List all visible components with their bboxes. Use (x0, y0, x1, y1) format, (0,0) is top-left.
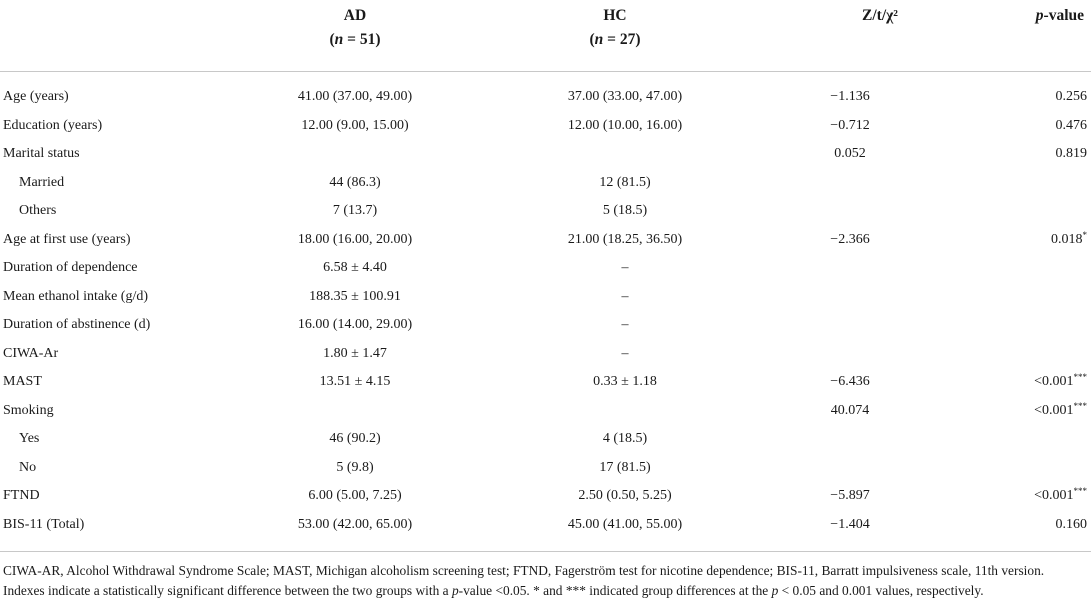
header-hc (555, 4, 675, 52)
row-label: Yes (19, 431, 40, 446)
cell-ad: 12.00 (9.00, 15.00) (301, 117, 409, 133)
header-p-value (990, 4, 1090, 28)
significance-marker: *** (1073, 372, 1087, 382)
cell-ad: 18.00 (16.00, 20.00) (297, 231, 413, 247)
table-row (0, 83, 1091, 112)
table-row (0, 112, 1091, 141)
p-value-text: 0.018 (1051, 231, 1083, 247)
significance-marker: *** (1073, 486, 1087, 496)
row-label: BIS-11 (Total) (3, 516, 85, 532)
p-value-text: <0.001 (1034, 488, 1074, 503)
cell-statistic: −0.712 (830, 117, 870, 133)
significance-marker: *** (1073, 400, 1087, 411)
significance-marker: * (1082, 229, 1087, 240)
footnote-text-2: -value <0.05. * and *** indicated group differences at the (458, 583, 772, 598)
header-ad-label: AD (343, 7, 367, 24)
table-row (0, 454, 1091, 483)
cell-hc: 2.50 (0.50, 5.25) (578, 488, 672, 503)
p-value-text: 0.160 (1055, 516, 1087, 532)
footnote-p-1: p (451, 583, 459, 598)
header-p-suffix: -value (1043, 7, 1084, 24)
cell-ad: 7 (13.7) (332, 203, 378, 218)
cell-statistic: −6.436 (830, 374, 870, 389)
cell-statistic: 40.074 (830, 402, 870, 418)
cell-hc: 37.00 (33.00, 47.00) (567, 89, 683, 104)
table-row (0, 254, 1091, 283)
table-row (0, 511, 1091, 540)
cell-hc: 4 (18.5) (602, 431, 648, 446)
cell-statistic: −5.897 (830, 488, 870, 503)
cell-hc: 0.33 ± 1.18 (593, 374, 657, 389)
table-row (0, 425, 1091, 454)
table-row (0, 226, 1091, 255)
table-row (0, 482, 1091, 511)
cell-statistic: −1.136 (830, 89, 870, 104)
cell-hc: 12.00 (10.00, 16.00) (567, 117, 683, 133)
table-row (0, 197, 1091, 226)
cell-ad: 44 (86.3) (329, 174, 381, 190)
cell-p-value (960, 368, 1087, 397)
header-statistic: Z/t/χ² (862, 7, 898, 24)
footnote-text-1: CIWA-AR, Alcohol Withdrawal Syndrome Scale; MAST, Michigan alcoholism screening test; FTND, Fagerström test for nicotine dependence; BIS-11, Barratt impulsiveness scale, 11th version. Indexes indicate a statistically significant difference between the two groups with a (3, 563, 1045, 598)
row-label: CIWA-Ar (3, 345, 59, 361)
cell-ad: 1.80 ± 1.47 (323, 345, 387, 361)
row-label: Marital status (3, 146, 80, 161)
cell-ad: 41.00 (37.00, 49.00) (297, 89, 413, 104)
row-label: MAST (3, 374, 42, 389)
table-row (0, 340, 1091, 369)
header-ad-n: (n = 51) (329, 31, 381, 48)
cell-hc: – (621, 345, 629, 361)
p-value-text: 0.476 (1055, 117, 1087, 133)
row-label: Mean ethanol intake (g/d) (3, 288, 149, 304)
header-hc-label: HC (603, 7, 627, 24)
cell-p-value (960, 226, 1087, 255)
row-label: Smoking (3, 402, 54, 418)
row-label: Age at first use (years) (3, 231, 131, 247)
header-p-italic: p (1035, 7, 1044, 24)
table-row (0, 283, 1091, 312)
row-label: Age (years) (3, 89, 69, 104)
cell-ad: 188.35 ± 100.91 (309, 288, 401, 304)
row-label: Duration of dependence (3, 260, 138, 275)
cell-ad: 6.58 ± 4.40 (323, 260, 387, 275)
header-divider (0, 71, 1091, 72)
p-value-text: 0.819 (1055, 146, 1087, 161)
cell-hc: – (621, 317, 629, 332)
table-row (0, 140, 1091, 169)
cell-hc: 45.00 (41.00, 55.00) (567, 516, 683, 532)
cell-ad: 46 (90.2) (329, 431, 381, 446)
footer-divider (0, 551, 1091, 552)
table-header (0, 0, 1091, 71)
cell-ad: 53.00 (42.00, 65.00) (297, 516, 413, 532)
cell-ad: 5 (9.8) (336, 459, 374, 475)
footnote-text-3: < 0.05 and 0.001 values, respectively. (778, 583, 984, 598)
cell-p-value (960, 511, 1087, 540)
cell-statistic: −2.366 (830, 231, 870, 247)
row-label: Duration of abstinence (d) (3, 317, 151, 332)
header-hc-n: (n = 27) (589, 31, 641, 48)
row-label: No (19, 459, 37, 475)
table-body (0, 83, 1091, 539)
cell-statistic: 0.052 (834, 146, 866, 161)
cell-p-value (960, 140, 1087, 169)
row-label: FTND (3, 488, 40, 503)
header-ad (295, 4, 415, 52)
cell-p-value (960, 482, 1087, 511)
footnote-p-2: p (771, 583, 779, 598)
table-row (0, 397, 1091, 426)
table-row (0, 311, 1091, 340)
table-row (0, 368, 1091, 397)
cell-statistic: −1.404 (830, 516, 870, 532)
table-row (0, 169, 1091, 198)
cell-ad: 13.51 ± 4.15 (319, 374, 391, 389)
cell-hc: – (621, 288, 629, 304)
cell-hc: 17 (81.5) (599, 459, 651, 475)
p-value-text: 0.256 (1055, 89, 1087, 104)
cell-hc: 5 (18.5) (602, 203, 648, 218)
p-value-text: <0.001 (1034, 374, 1074, 389)
cell-ad: 6.00 (5.00, 7.25) (308, 488, 402, 503)
row-label: Married (19, 174, 65, 190)
row-label: Education (years) (3, 117, 103, 133)
cell-p-value (960, 83, 1087, 112)
cell-hc: – (621, 260, 629, 275)
row-label: Others (19, 203, 57, 218)
table-footnote (3, 561, 1089, 601)
cell-hc: 12 (81.5) (599, 174, 651, 190)
cell-ad: 16.00 (14.00, 29.00) (297, 317, 413, 332)
cell-p-value (960, 112, 1087, 141)
p-value-text: <0.001 (1034, 402, 1074, 418)
cell-hc: 21.00 (18.25, 36.50) (567, 231, 683, 247)
cell-p-value (960, 397, 1087, 426)
